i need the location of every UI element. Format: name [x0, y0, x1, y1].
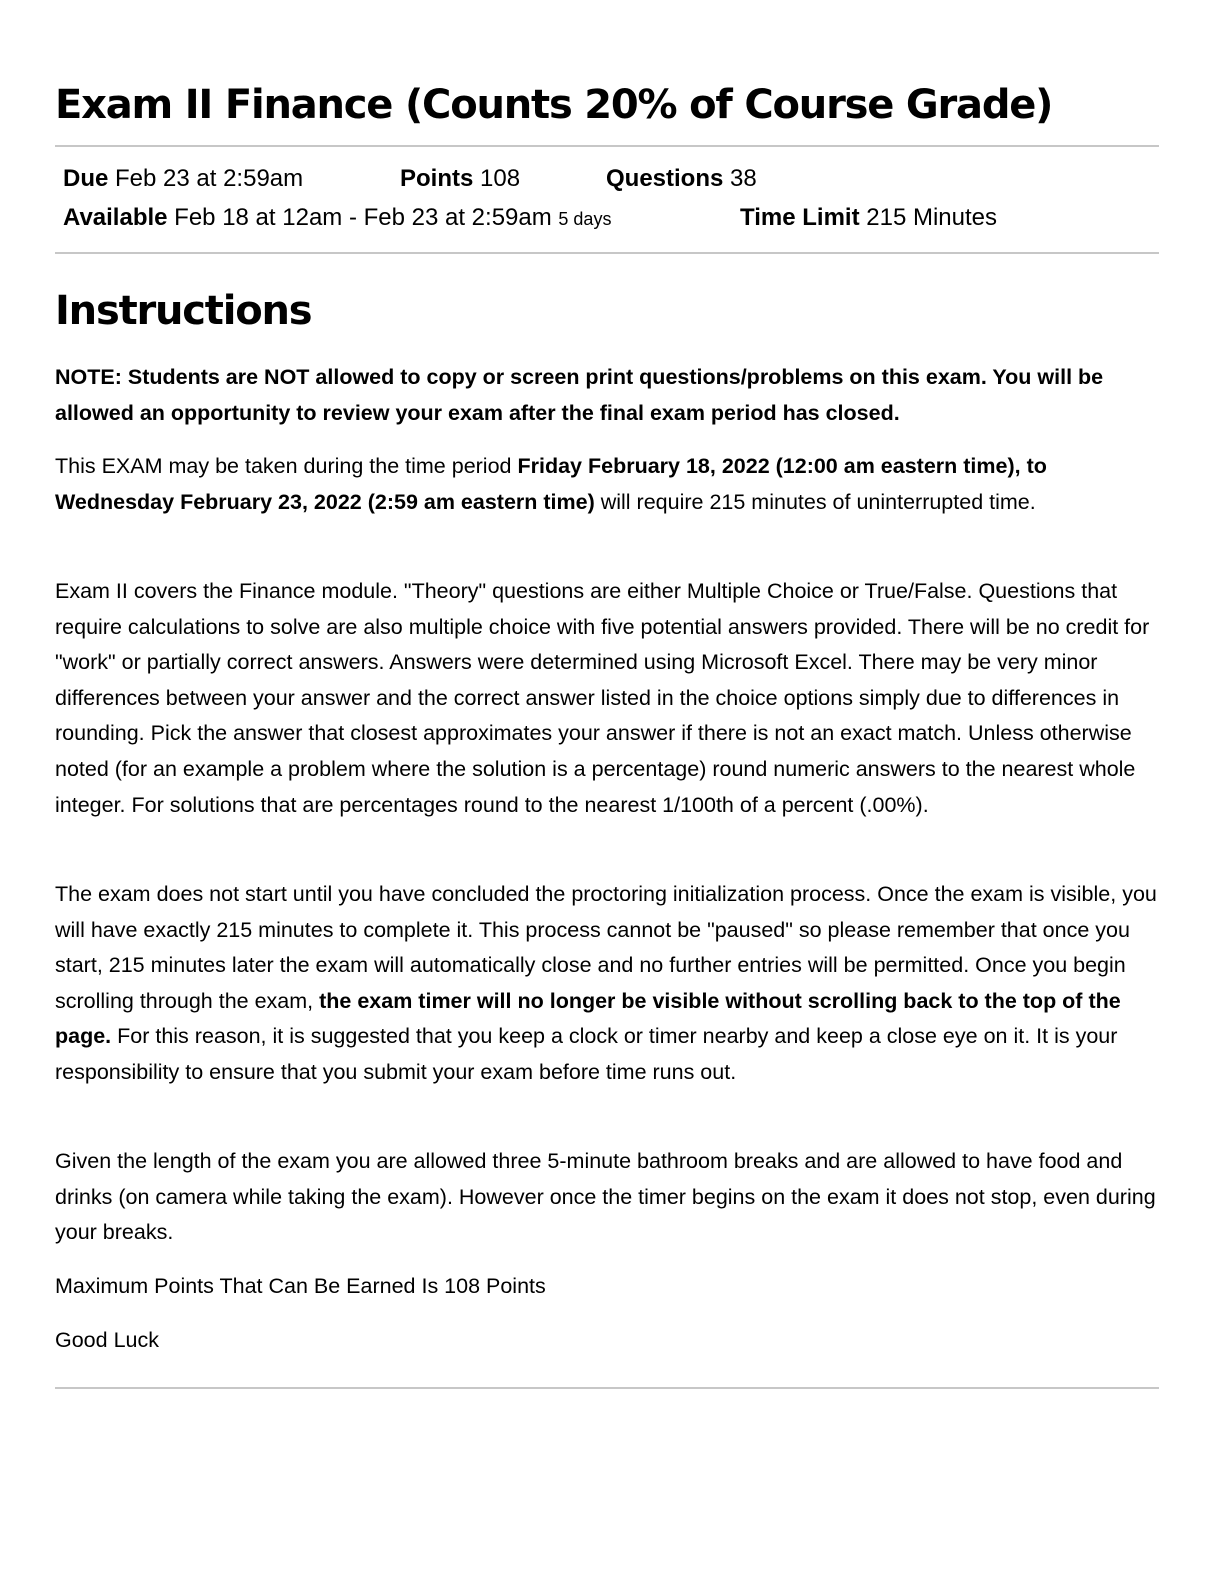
- exam-timer-paragraph: [55, 877, 1159, 1091]
- instructions-heading: Instructions: [55, 288, 312, 334]
- good-luck-paragraph: Good Luck: [55, 1328, 159, 1352]
- due-label: Due: [63, 165, 109, 192]
- exam-period-paragraph: [55, 449, 1159, 520]
- time-limit-value: 215 Minutes: [866, 204, 997, 231]
- exam-timer-advice: For this reason, it is suggested that you keep a clock or timer nearby and keep a close eye on it. It is your responsibility to ensure that you submit your exam before time runs out.: [55, 1024, 1118, 1084]
- available-label: Available: [63, 204, 168, 231]
- divider: [55, 145, 1159, 147]
- points-label: Points: [400, 165, 474, 192]
- available-value: Feb 18 at 12am - Feb 23 at 2:59am: [174, 204, 552, 231]
- exam-coverage-paragraph: Exam II covers the Finance module. "Theory" questions are either Multiple Choice or True/False. Questions that require calculations to solve are also multiple choice with five potential answers provided. There will be no credit for "work" or partially correct answers. Answers were determined using Microsoft Excel. There may be very minor differences between your answer and the correct answer listed in the choice options simply due to differences in rounding. Pick the answer that closest approximates your answer if there is not an exact match. Unless otherwise noted (for an example a problem where the solution is a percentage) round numeric answers to the nearest whole integer. For solutions that are percentages round to the nearest 1/100th of a percent (.00%).: [55, 579, 1150, 817]
- max-points-paragraph: Maximum Points That Can Be Earned Is 108 Points: [55, 1274, 546, 1298]
- exam-period-duration: will require 215 minutes of uninterrupted time.: [594, 489, 1036, 514]
- questions-meta: [606, 165, 757, 193]
- breaks-paragraph: Given the length of the exam you are allowed three 5-minute bathroom breaks and are allowed to have food and drinks (on camera while taking the exam). However once the timer begins on the exam it does not stop, even during your breaks.: [55, 1149, 1156, 1245]
- note-paragraph: NOTE: Students are NOT allowed to copy or screen print questions/problems on this exam. You will be allowed an opportunity to review your exam after the final exam period has closed.: [55, 365, 1104, 425]
- time-limit-meta: [740, 204, 997, 232]
- questions-value: 38: [730, 165, 757, 192]
- due-value: Feb 23 at 2:59am: [115, 165, 304, 192]
- due-meta: [63, 165, 303, 193]
- available-meta: [63, 204, 611, 232]
- divider: [55, 252, 1159, 254]
- page-title: Exam II Finance (Counts 20% of Course Grade): [55, 82, 1053, 128]
- exam-timer-warning: the exam timer will no longer be visible without scrolling back to the top of the page.: [55, 988, 1121, 1049]
- available-duration: 5 days: [558, 209, 612, 229]
- points-meta: [400, 165, 520, 193]
- exam-period-dates: Friday February 18, 2022 (12:00 am eastern time), to Wednesday February 23, 2022 (2:59 am eastern time): [55, 454, 1047, 514]
- time-limit-label: Time Limit: [740, 204, 860, 231]
- exam-timer-text: The exam does not start until you have concluded the proctoring initialization process. Once the exam is visible, you will have exactly 215 minutes to complete it. This process cannot be "paused" so please remember that once you start, 215 minutes later the exam will automatically close and no further entries will be permitted. Once you begin scrolling through the exam,: [55, 882, 1157, 1013]
- questions-label: Questions: [606, 165, 724, 192]
- points-value: 108: [480, 165, 521, 192]
- divider: [55, 1387, 1159, 1389]
- exam-period-text: This EXAM may be taken during the time period: [55, 454, 518, 478]
